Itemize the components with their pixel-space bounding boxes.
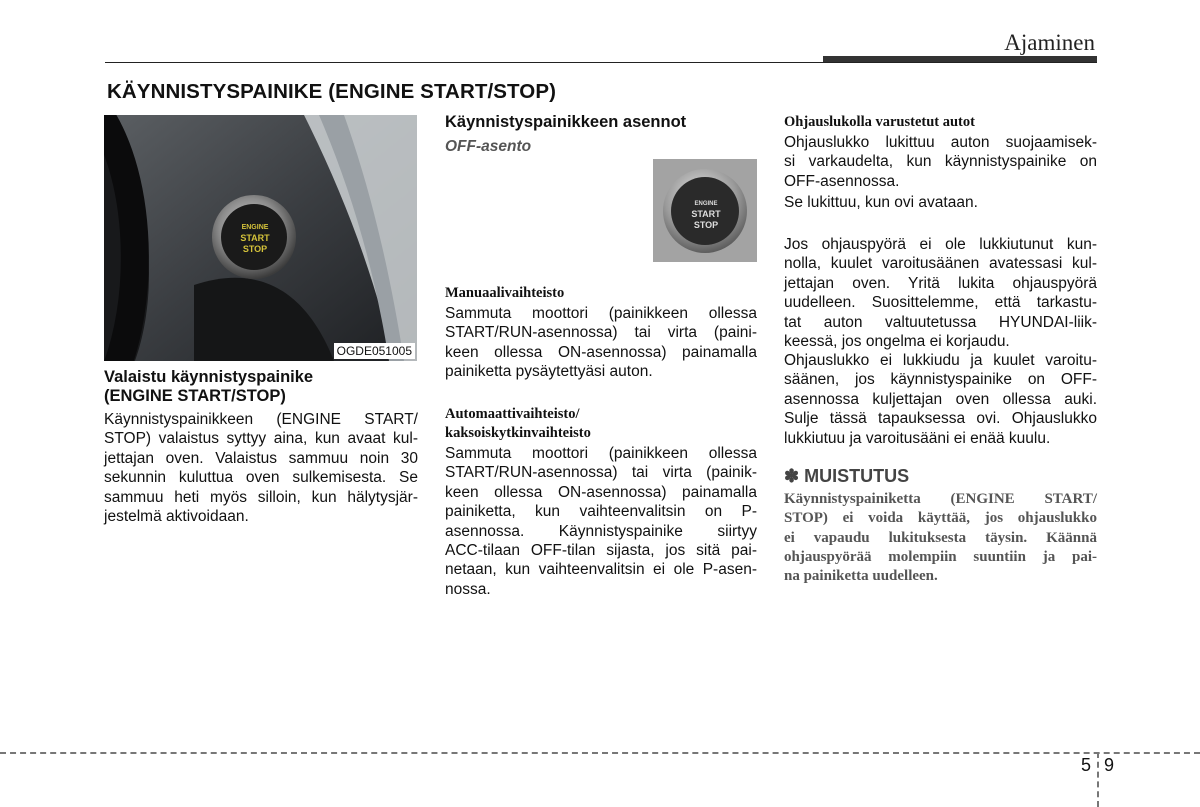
off-button-label-2: START <box>691 209 721 219</box>
steering-lock-text-1: Ohjauslukko lukittuu auton suojaamisek- si varkaudelta, kun käynnistyspainike on OFF-asennossa. <box>784 134 1097 190</box>
steering-lock-heading: Ohjauslukolla varustetut autot <box>784 114 975 130</box>
photo-caption: OGDE051005 <box>334 343 415 359</box>
steering-lock-text-3: Jos ohjauspyörä ei ole lukkiutunut kun- nolla, kuulet varoitusäänen avatessasi kul- jettajan oven. Yritä lukita ohjauspyörä uudelleen. Suosittelemme, että tarkastu- tat auton valtuutetussa HYUNDAI-liik- keessä, jos ongelma ei korjaudu. <box>784 236 1097 351</box>
photo-button-label-3: STOP <box>242 244 268 254</box>
off-button-image <box>653 159 757 262</box>
page-number: 9 <box>1104 755 1115 775</box>
manual-transmission-text: Sammuta moottori (painikkeen ollessa START/RUN-asennossa) tai virta (paini- keen ollessa ON-asennossa) painamalla painiketta pysäytettyäsi auton. <box>445 305 757 381</box>
steering-lock-text-4: Ohjauslukko ei lukkiudu ja kuulet varoitu- säänen, jos käynnistyspainike on OFF- asennossa kuljettajan oven ollessa auki. Sulje tässä tapauksessa ovi. Ohjauslukko lukkiutuu ja varoitusääni ei enää kuulu. <box>784 352 1097 447</box>
off-button-label-3: STOP <box>693 220 719 230</box>
engine-start-photo <box>104 115 417 361</box>
illuminated-button-text: Käynnistyspainikkeen (ENGINE START/ STOP) valaistus syttyy aina, kun avaat kul- jettajan oven. Valaistus sammuu noin 30 sekunnin kuluttua oven sulkemisesta. Se sammuu heti myös silloin, kun hälytysjär- jestelmä aktivoidaan. <box>104 411 418 526</box>
automatic-transmission-heading: Automaattivaihteisto/ kaksoiskytkinvaihteisto <box>445 406 591 441</box>
steering-lock-text-2: Se lukittuu, kun ovi avataan. <box>784 194 978 211</box>
off-button-label-1: ENGINE <box>694 201 718 207</box>
page-title: KÄYNNISTYSPAINIKE (ENGINE START/STOP) <box>107 80 557 103</box>
illuminated-button-heading: Valaistu käynnistyspainike (ENGINE START/STOP) <box>104 368 314 405</box>
photo-button-label-2: START <box>240 233 270 243</box>
chapter-number: 5 <box>1081 755 1092 775</box>
automatic-transmission-text: Sammuta moottori (painikkeen ollessa START/RUN-asennossa) tai virta (painik- keen ollessa ON-asennossa) painamalla painiketta, kun vaihteenvalitsin on P- asennossa. Käynnistyspainike siirtyy ACC-tilaan OFF-tilan sijasta, jos sitä pai- netaan, kun vaihteenvalitsin ei ole P-asen- nossa. <box>445 445 757 598</box>
photo-button-label-1: ENGINE <box>241 224 269 231</box>
note-title: ✽ MUISTUTUS <box>784 466 910 486</box>
footer-dashed-divider <box>1097 752 1099 807</box>
section-name: Ajaminen <box>1004 30 1095 55</box>
button-positions-heading: Käynnistyspainikkeen asennot <box>445 113 687 131</box>
off-position-subheading: OFF-asento <box>445 138 532 155</box>
footer-dashed-rule <box>0 752 1200 754</box>
header-rule <box>105 62 1097 63</box>
note-text: Käynnistyspainiketta (ENGINE START/ STOP) ei voida käyttää, jos ohjauslukko ei vapaudu lukituksesta täysin. Käännä ohjauspyörää molempiin suuntiin ja pai- na painiketta uudelleen. <box>784 491 1097 585</box>
manual-transmission-heading: Manuaalivaihteisto <box>445 285 565 301</box>
